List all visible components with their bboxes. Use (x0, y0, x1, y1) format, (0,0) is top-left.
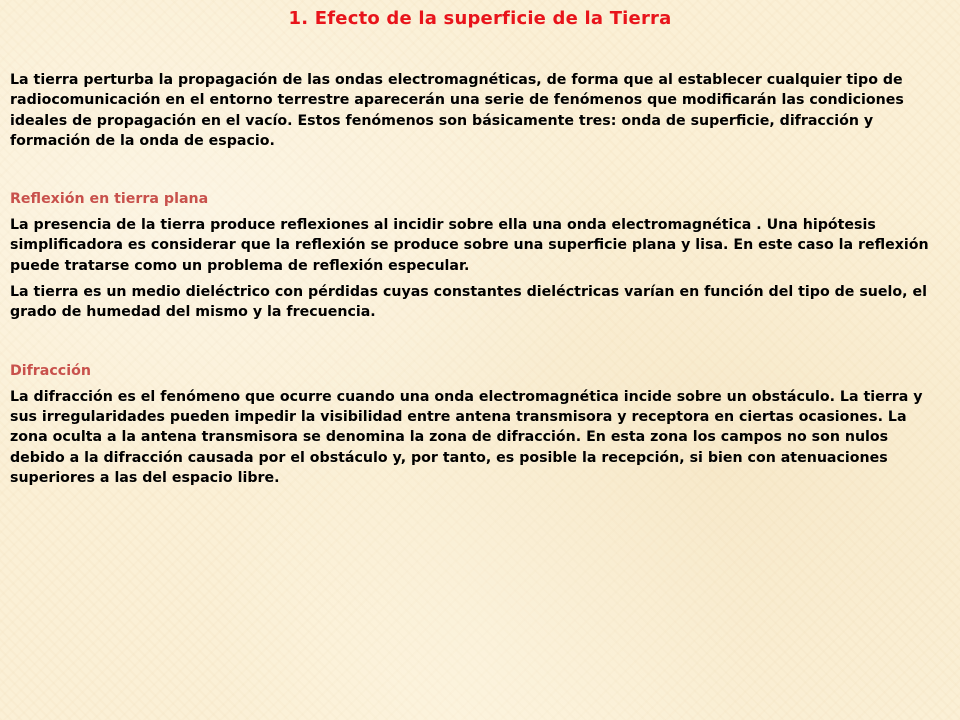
section-difraccion (10, 361, 942, 488)
slide-title: 1. Efecto de la superficie de la Tierra (288, 8, 672, 29)
difraccion-paragraph-1: La difracción es el fenómeno que ocurre cuando una onda electromagnética incide sobre un obstáculo. La tierra y sus irregularidades pueden impedir la visibilidad entre antena transmisora y receptora en ciertas ocasiones. La zona oculta a la antena transmisora se denomina la zona de difracción. En esta zona los campos no son nulos debido a la difracción causada por el obstáculo y, por tanto, es posible la recepción, si bien con atenuaciones superiores a las del espacio libre. (10, 388, 923, 486)
section-heading-difraccion: Difracción (10, 362, 91, 379)
slide-content (10, 70, 942, 488)
reflexion-paragraph-1: La presencia de la tierra produce reflexiones al incidir sobre ella una onda electromagnética . Una hipótesis simplificadora es considerar que la reflexión se produce sobre una superficie plana y lisa. En este caso la reflexión puede tratarse como un problema de reflexión especular. (10, 217, 929, 274)
section-reflexion (10, 189, 942, 322)
reflexion-paragraph-2: La tierra es un medio dieléctrico con pérdidas cuyas constantes dieléctricas varían en función del tipo de suelo, el grado de humedad del mismo y la frecuencia. (10, 284, 927, 321)
spacer (10, 323, 942, 361)
intro-paragraph: La tierra perturba la propagación de las ondas electromagnéticas, de forma que al establecer cualquier tipo de radiocomunicación en el entorno terrestre aparecerán una serie de fenómenos que modificarán las condiciones ideales de propagación en el vacío. Estos fenómenos son básicamente tres: onda de superficie, difracción y formación de la onda de espacio. (10, 72, 904, 149)
section-heading-reflexion: Reflexión en tierra plana (10, 191, 209, 208)
spacer (10, 151, 942, 189)
